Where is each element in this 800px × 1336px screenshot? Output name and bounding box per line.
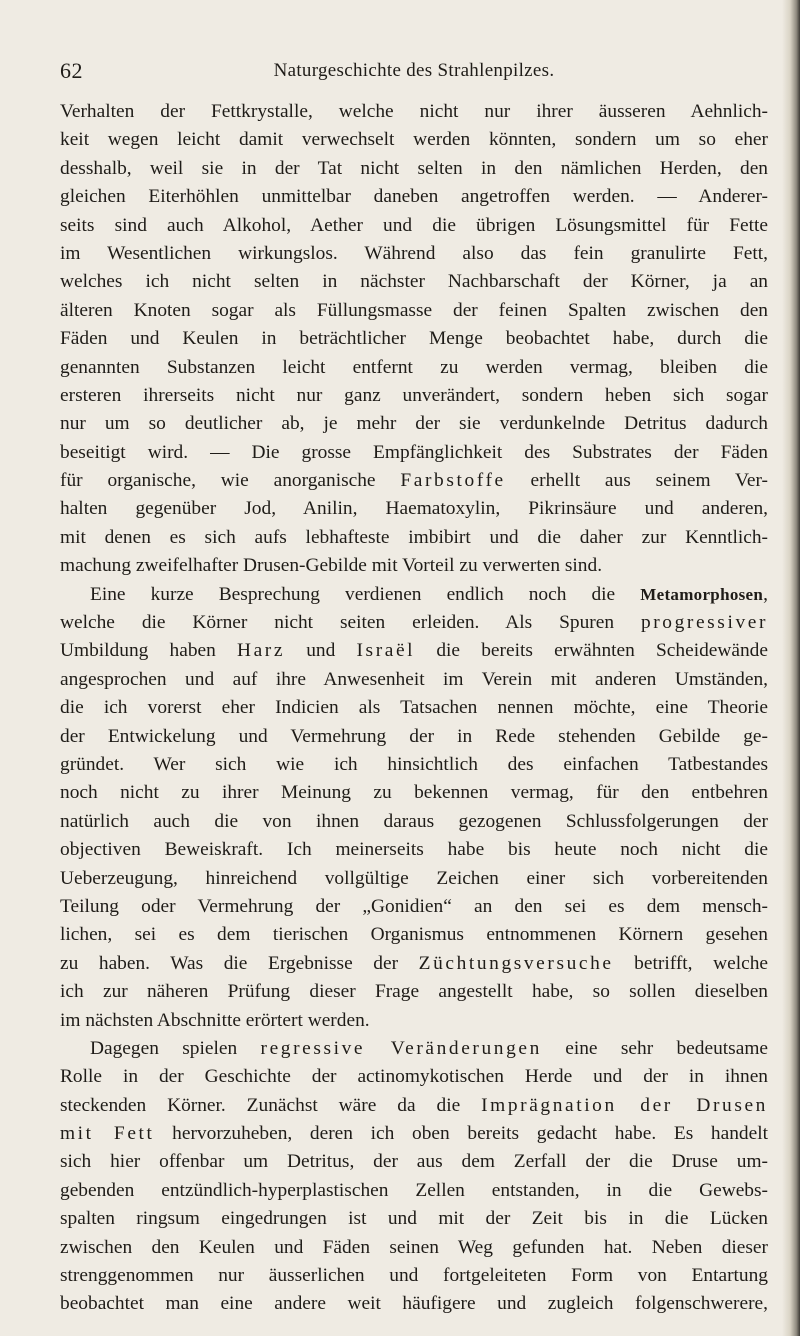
text-line [60, 98, 768, 126]
spaced-emphasis: progressiver [640, 612, 768, 634]
text-run: die bereits erwähnten Scheidewände [415, 640, 768, 662]
spaced-emphasis: regressive Veränderungen [260, 1037, 542, 1059]
text-run: Teilung oder Vermehrung der „Gonidien“ an den sei es dem mensch- [60, 895, 768, 917]
text-line [60, 439, 768, 467]
text-run: machung zweifelhafter Drusen-Gebilde mit Vorteil zu verwerten sind. [60, 555, 603, 577]
text-line [60, 212, 768, 240]
text-run: welches ich nicht selten in nächster Nachbarschaft der Körner, ja an [60, 271, 768, 293]
text-run: steckenden Körner. Zunächst wäre da die [60, 1094, 482, 1116]
text-run: die ich vorerst eher Indicien als Tatsachen nennen möchte, eine Theorie [60, 697, 768, 719]
text-run: Eine kurze Besprechung verdienen endlich noch die [90, 583, 641, 605]
text-run: genannten Substanzen leicht entfernt zu werden vermag, bleiben die [60, 356, 768, 378]
text-run: objectiven Beweiskraft. Ich meinerseits habe bis heute noch nicht die [60, 839, 768, 861]
text-line [60, 581, 768, 609]
text-line [60, 268, 768, 296]
text-run: ich zur näheren Prüfung dieser Frage angestellt habe, so sollen dieselben [60, 981, 768, 1003]
paragraph [60, 581, 768, 1035]
text-run: zwischen den Keulen und Fäden seinen Weg gefunden hat. Neben dieser [60, 1236, 768, 1258]
text-run: im Wesentlichen wirkungslos. Während also das fein granulirte Fett, [60, 242, 768, 264]
text-line [60, 155, 768, 183]
text-line [60, 183, 768, 211]
text-run: Ueberzeugung, hinreichend vollgültige Zeichen einer sich vorbereitenden [60, 867, 768, 889]
text-line [60, 297, 768, 325]
text-line [60, 524, 768, 552]
text-line [60, 1007, 768, 1035]
bold-term: Metamorphosen [640, 584, 764, 604]
text-line [60, 1262, 768, 1290]
text-run: erhellt aus seinem Ver- [505, 470, 768, 492]
text-run: , [763, 583, 768, 605]
text-line [60, 382, 768, 410]
page-header [60, 58, 768, 90]
text-line [60, 495, 768, 523]
text-line [60, 1234, 768, 1262]
text-run: hervorzuheben, deren ich oben bereits gedacht habe. Es handelt [154, 1123, 768, 1145]
text-line [60, 779, 768, 807]
text-run: Dagegen spielen [90, 1037, 261, 1059]
text-run: keit wegen leicht damit verwechselt werden könnten, sondern um so eher [60, 129, 768, 151]
text-line [60, 1063, 768, 1091]
text-run: eine sehr bedeutsame [541, 1037, 768, 1059]
text-run: nur um so deutlicher ab, je mehr der sie verdunkelnde Detritus dadurch [60, 413, 768, 435]
text-line [60, 1035, 768, 1063]
text-line [60, 410, 768, 438]
text-run: gründet. Wer sich wie ich hinsichtlich des einfachen Tatbestandes [60, 753, 768, 775]
text-line [60, 637, 768, 665]
text-run: gebenden entzündlich-hyperplastischen Zellen entstanden, in die Gewebs- [60, 1179, 768, 1201]
text-run: gleichen Eiterhöhlen unmittelbar daneben angetroffen werden. — Anderer- [60, 186, 768, 208]
text-run: halten gegenüber Jod, Anilin, Haematoxylin, Pikrinsäure und anderen, [60, 498, 768, 520]
text-line [60, 921, 768, 949]
text-run: beobachtet man eine andere weit häufigere und zugleich folgenschwerere, [60, 1293, 768, 1315]
text-run: und [285, 640, 357, 662]
text-run: älteren Knoten sogar als Füllungsmasse der feinen Spalten zwischen den [60, 299, 768, 321]
text-run: Verhalten der Fettkrystalle, welche nicht nur ihrer äusseren Aehnlich- [60, 101, 768, 122]
text-line [60, 1148, 768, 1176]
text-run: seits sind auch Alkohol, Aether und die übrigen Lösungsmittel für Fette [60, 214, 768, 236]
text-run: ersteren ihrerseits nicht nur ganz unverändert, sondern heben sich sogar [60, 384, 768, 406]
text-line [60, 694, 768, 722]
text-line [60, 751, 768, 779]
page-edge-shadow [782, 0, 800, 1336]
spaced-emphasis: mit Fett [60, 1123, 155, 1145]
text-line [60, 978, 768, 1006]
text-line [60, 666, 768, 694]
text-run: desshalb, weil sie in der Tat nicht selten in den nämlichen Herden, den [60, 157, 768, 179]
body-text [60, 98, 768, 1319]
text-line [60, 1120, 768, 1148]
text-line [60, 865, 768, 893]
text-run: welche die Körner nicht seiten erleiden. Als Spuren [60, 612, 641, 634]
text-line [60, 723, 768, 751]
spaced-emphasis: Harz [236, 640, 286, 662]
text-line [60, 240, 768, 268]
text-run: strenggenommen nur äusserlichen und fortgeleiteten Form von Entartung [60, 1265, 768, 1287]
spaced-emphasis: Farbstoffe [400, 470, 506, 492]
text-run: der Entwickelung und Vermehrung der in Rede stehenden Gebilde ge- [60, 725, 768, 747]
text-line [60, 552, 768, 580]
text-line [60, 1290, 768, 1318]
text-run: sich hier offenbar um Detritus, der aus dem Zerfall der die Druse um- [60, 1151, 768, 1173]
text-line [60, 1177, 768, 1205]
text-line [60, 1092, 768, 1120]
text-run: noch nicht zu ihrer Meinung zu bekennen vermag, für den entbehren [60, 782, 768, 804]
text-line [60, 354, 768, 382]
text-run: Umbildung haben [60, 640, 237, 662]
page-number: 62 [60, 58, 83, 83]
text-line [60, 126, 768, 154]
text-line [60, 325, 768, 353]
text-run: Fäden und Keulen in beträchtlicher Menge beobachtet habe, durch die [60, 328, 768, 350]
text-run: für organische, wie anorganische [60, 470, 401, 492]
spaced-emphasis: Israël [356, 640, 416, 662]
text-line [60, 467, 768, 495]
text-line [60, 836, 768, 864]
text-run: mit denen es sich aufs lebhafteste imbibirt und die daher zur Kenntlich- [60, 526, 768, 548]
spaced-emphasis: Züchtungsversuche [418, 952, 614, 974]
paragraph [60, 1035, 768, 1319]
text-line [60, 808, 768, 836]
text-line [60, 893, 768, 921]
text-run: angesprochen und auf ihre Anwesenheit im Verein mit anderen Umständen, [60, 668, 768, 690]
text-run: beseitigt wird. — Die grosse Empfänglichkeit des Substrates der Fäden [60, 441, 768, 463]
text-run: zu haben. Was die Ergebnisse der [60, 952, 419, 974]
text-line [60, 609, 768, 637]
paragraph [60, 98, 768, 581]
text-run: lichen, sei es dem tierischen Organismus entnommenen Körnern gesehen [60, 924, 768, 946]
text-run: spalten ringsum eingedrungen ist und mit der Zeit bis in die Lücken [60, 1208, 768, 1230]
text-run: im nächsten Abschnitte erörtert werden. [60, 1009, 370, 1031]
spaced-emphasis: Imprägnation der Drusen [481, 1094, 768, 1116]
running-title: Naturgeschichte des Strahlenpilzes. [273, 60, 555, 81]
text-run: betrifft, welche [613, 952, 768, 974]
text-line [60, 950, 768, 978]
text-run: Rolle in der Geschichte der actinomykotischen Herde und der in ihnen [60, 1066, 768, 1088]
text-run: natürlich auch die von ihnen daraus gezogenen Schlussfolgerungen der [60, 810, 768, 832]
text-line [60, 1205, 768, 1233]
